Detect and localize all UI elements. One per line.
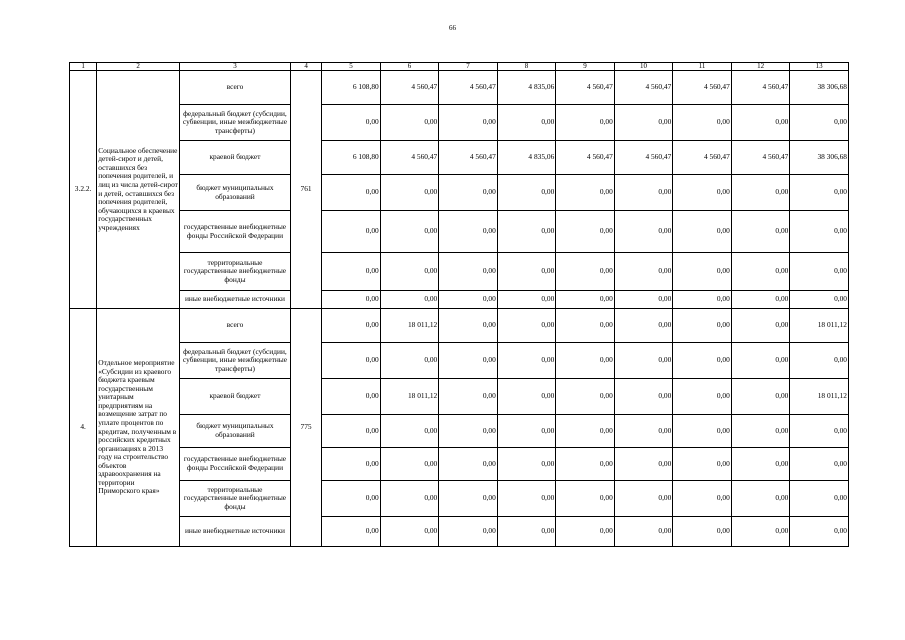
amount-cell: 0,00 — [556, 105, 615, 141]
amount-cell: 0,00 — [556, 309, 615, 343]
amount-cell: 0,00 — [322, 105, 381, 141]
row-number: 3.2.2. — [70, 71, 97, 309]
column-header: 2 — [97, 63, 180, 71]
amount-cell: 38 306,68 — [790, 71, 849, 105]
funding-source: краевой бюджет — [179, 379, 290, 415]
funding-source: иные внебюджетные источники — [179, 517, 290, 547]
amount-cell: 4 835,06 — [497, 71, 556, 105]
table-row — [70, 415, 849, 448]
amount-cell: 0,00 — [322, 481, 381, 517]
amount-cell: 0,00 — [731, 448, 790, 481]
amount-cell: 38 306,68 — [790, 141, 849, 175]
budget-table — [69, 62, 849, 547]
amount-cell: 0,00 — [790, 291, 849, 309]
amount-cell: 4 560,47 — [731, 71, 790, 105]
amount-cell: 0,00 — [556, 211, 615, 253]
funding-source: федеральный бюджет (субсидии, субвенции, иные межбюджетные трансферты) — [179, 343, 290, 379]
amount-cell: 0,00 — [673, 343, 732, 379]
column-header: 8 — [497, 63, 556, 71]
amount-cell: 0,00 — [614, 481, 673, 517]
column-header: 10 — [614, 63, 673, 71]
funding-source: федеральный бюджет (субсидии, субвенции, иные межбюджетные трансферты) — [179, 105, 290, 141]
funding-source: государственные внебюджетные фонды Российской Федерации — [179, 448, 290, 481]
amount-cell: 4 560,47 — [380, 71, 439, 105]
amount-cell: 0,00 — [322, 415, 381, 448]
amount-cell: 0,00 — [497, 517, 556, 547]
amount-cell: 0,00 — [322, 211, 381, 253]
amount-cell: 0,00 — [614, 343, 673, 379]
table-row — [70, 481, 849, 517]
amount-cell: 0,00 — [439, 379, 498, 415]
amount-cell: 0,00 — [790, 415, 849, 448]
column-header: 11 — [673, 63, 732, 71]
amount-cell: 0,00 — [731, 379, 790, 415]
amount-cell: 0,00 — [556, 175, 615, 211]
amount-cell: 0,00 — [322, 343, 381, 379]
amount-cell: 18 011,12 — [790, 379, 849, 415]
amount-cell: 4 560,47 — [439, 71, 498, 105]
amount-cell: 0,00 — [731, 343, 790, 379]
amount-cell: 0,00 — [790, 481, 849, 517]
amount-cell: 0,00 — [322, 175, 381, 211]
amount-cell: 0,00 — [497, 309, 556, 343]
table-row — [70, 343, 849, 379]
table-row — [70, 71, 849, 105]
amount-cell: 0,00 — [556, 379, 615, 415]
measure-description: Отдельное мероприятие «Субсидии из краевого бюджета краевым государственным унитарным предприятиям на возмещение затрат по уплате процентов по кредитам, полученным в российских кредитных организациях в 2013 году на строительство объектов здравоохранения на территории Приморского края» — [97, 309, 180, 547]
amount-cell: 0,00 — [322, 379, 381, 415]
amount-cell: 0,00 — [614, 175, 673, 211]
table-row — [70, 211, 849, 253]
amount-cell: 0,00 — [556, 343, 615, 379]
amount-cell: 0,00 — [380, 343, 439, 379]
amount-cell: 6 108,80 — [322, 141, 381, 175]
column-header: 3 — [179, 63, 290, 71]
funding-source: всего — [179, 309, 290, 343]
amount-cell: 0,00 — [497, 175, 556, 211]
amount-cell: 0,00 — [673, 105, 732, 141]
amount-cell: 0,00 — [380, 105, 439, 141]
amount-cell: 4 560,47 — [731, 141, 790, 175]
amount-cell: 0,00 — [790, 343, 849, 379]
amount-cell: 0,00 — [614, 105, 673, 141]
amount-cell: 0,00 — [439, 175, 498, 211]
amount-cell: 0,00 — [439, 343, 498, 379]
amount-cell: 0,00 — [790, 211, 849, 253]
amount-cell: 0,00 — [380, 253, 439, 291]
funding-source: всего — [179, 71, 290, 105]
amount-cell: 0,00 — [614, 309, 673, 343]
amount-cell: 0,00 — [790, 448, 849, 481]
amount-cell: 0,00 — [731, 105, 790, 141]
column-header: 9 — [556, 63, 615, 71]
table-row — [70, 517, 849, 547]
column-header: 7 — [439, 63, 498, 71]
amount-cell: 0,00 — [322, 253, 381, 291]
table-row — [70, 448, 849, 481]
amount-cell: 0,00 — [497, 343, 556, 379]
amount-cell: 0,00 — [673, 211, 732, 253]
table-row — [70, 141, 849, 175]
table-row — [70, 309, 849, 343]
amount-cell: 4 560,47 — [614, 71, 673, 105]
amount-cell: 0,00 — [673, 448, 732, 481]
amount-cell: 0,00 — [439, 448, 498, 481]
column-header: 12 — [731, 63, 790, 71]
amount-cell: 0,00 — [673, 517, 732, 547]
column-header: 5 — [322, 63, 381, 71]
amount-cell: 0,00 — [439, 415, 498, 448]
amount-cell: 0,00 — [439, 309, 498, 343]
amount-cell: 0,00 — [731, 415, 790, 448]
amount-cell: 18 011,12 — [790, 309, 849, 343]
amount-cell: 0,00 — [556, 415, 615, 448]
amount-cell: 0,00 — [731, 253, 790, 291]
amount-cell: 0,00 — [614, 291, 673, 309]
amount-cell: 0,00 — [673, 309, 732, 343]
amount-cell: 0,00 — [673, 415, 732, 448]
page-number: 66 — [449, 24, 456, 32]
amount-cell: 0,00 — [322, 309, 381, 343]
amount-cell: 0,00 — [790, 517, 849, 547]
amount-cell: 0,00 — [790, 105, 849, 141]
amount-cell: 0,00 — [556, 291, 615, 309]
amount-cell: 0,00 — [731, 517, 790, 547]
column-header: 1 — [70, 63, 97, 71]
amount-cell: 4 560,47 — [556, 71, 615, 105]
amount-cell: 0,00 — [556, 448, 615, 481]
amount-cell: 18 011,12 — [380, 379, 439, 415]
amount-cell: 0,00 — [497, 253, 556, 291]
amount-cell: 0,00 — [556, 253, 615, 291]
amount-cell: 0,00 — [439, 253, 498, 291]
amount-cell: 0,00 — [497, 105, 556, 141]
amount-cell: 0,00 — [380, 517, 439, 547]
amount-cell: 0,00 — [673, 291, 732, 309]
column-header: 4 — [290, 63, 321, 71]
amount-cell: 0,00 — [439, 291, 498, 309]
funding-source: бюджет муниципальных образований — [179, 415, 290, 448]
amount-cell: 0,00 — [380, 415, 439, 448]
amount-cell: 0,00 — [439, 211, 498, 253]
table-row — [70, 105, 849, 141]
amount-cell: 0,00 — [731, 211, 790, 253]
funding-source: краевой бюджет — [179, 141, 290, 175]
amount-cell: 6 108,80 — [322, 71, 381, 105]
amount-cell: 0,00 — [322, 448, 381, 481]
amount-cell: 0,00 — [322, 291, 381, 309]
budget-code: 761 — [290, 71, 321, 309]
column-header: 6 — [380, 63, 439, 71]
amount-cell: 0,00 — [673, 253, 732, 291]
amount-cell: 0,00 — [731, 309, 790, 343]
amount-cell: 0,00 — [439, 105, 498, 141]
amount-cell: 0,00 — [731, 175, 790, 211]
amount-cell: 4 560,47 — [614, 141, 673, 175]
amount-cell: 0,00 — [673, 379, 732, 415]
amount-cell: 0,00 — [614, 415, 673, 448]
column-header: 13 — [790, 63, 849, 71]
amount-cell: 4 560,47 — [380, 141, 439, 175]
row-number: 4. — [70, 309, 97, 547]
amount-cell: 0,00 — [673, 175, 732, 211]
amount-cell: 4 835,06 — [497, 141, 556, 175]
amount-cell: 0,00 — [790, 175, 849, 211]
amount-cell: 0,00 — [790, 253, 849, 291]
amount-cell: 0,00 — [673, 481, 732, 517]
amount-cell: 0,00 — [497, 379, 556, 415]
amount-cell: 0,00 — [731, 481, 790, 517]
amount-cell: 0,00 — [614, 211, 673, 253]
amount-cell: 4 560,47 — [556, 141, 615, 175]
amount-cell: 0,00 — [380, 211, 439, 253]
amount-cell: 18 011,12 — [380, 309, 439, 343]
amount-cell: 0,00 — [322, 517, 381, 547]
amount-cell: 0,00 — [380, 175, 439, 211]
amount-cell: 0,00 — [497, 448, 556, 481]
table-row — [70, 253, 849, 291]
table-row — [70, 291, 849, 309]
amount-cell: 0,00 — [497, 481, 556, 517]
amount-cell: 0,00 — [614, 517, 673, 547]
amount-cell: 0,00 — [614, 379, 673, 415]
amount-cell: 0,00 — [439, 517, 498, 547]
amount-cell: 4 560,47 — [673, 141, 732, 175]
funding-source: территориальные государственные внебюджетные фонды — [179, 253, 290, 291]
amount-cell: 0,00 — [380, 481, 439, 517]
amount-cell: 0,00 — [497, 415, 556, 448]
budget-code: 775 — [290, 309, 321, 547]
table-header-row — [70, 63, 849, 71]
amount-cell: 0,00 — [380, 291, 439, 309]
amount-cell: 0,00 — [614, 253, 673, 291]
amount-cell: 0,00 — [614, 448, 673, 481]
funding-source: бюджет муниципальных образований — [179, 175, 290, 211]
measure-description: Социальное обеспечение детей-сирот и детей, оставшихся без попечения родителей, и лиц из числа детей-сирот и детей, оставшихся без попечения родителей, обучающихся в краевых государственных учреждениях — [97, 71, 180, 309]
funding-source: иные внебюджетные источники — [179, 291, 290, 309]
amount-cell: 0,00 — [556, 481, 615, 517]
amount-cell: 0,00 — [497, 291, 556, 309]
amount-cell: 4 560,47 — [673, 71, 732, 105]
amount-cell: 0,00 — [380, 448, 439, 481]
amount-cell: 0,00 — [731, 291, 790, 309]
amount-cell: 4 560,47 — [439, 141, 498, 175]
table-row — [70, 175, 849, 211]
table-row — [70, 379, 849, 415]
funding-source: территориальные государственные внебюджетные фонды — [179, 481, 290, 517]
amount-cell: 0,00 — [556, 517, 615, 547]
funding-source: государственные внебюджетные фонды Российской Федерации — [179, 211, 290, 253]
amount-cell: 0,00 — [497, 211, 556, 253]
amount-cell: 0,00 — [439, 481, 498, 517]
